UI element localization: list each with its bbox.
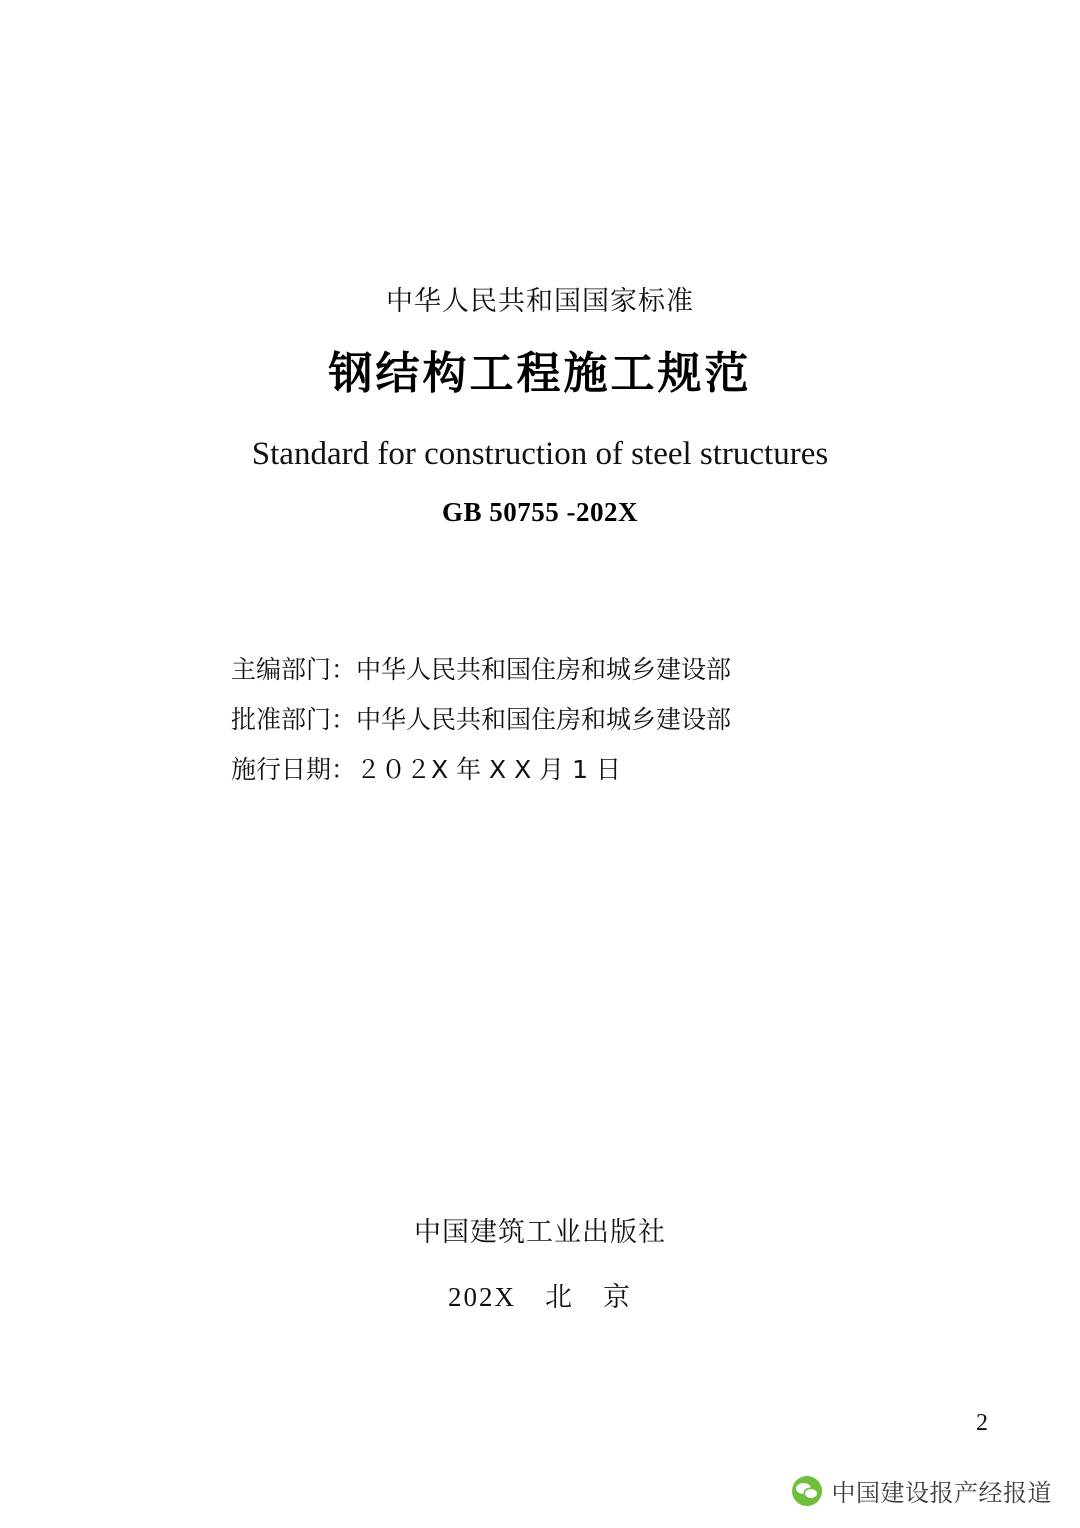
watermark-account-tag [784,1467,1063,1514]
standard-title-chinese: 钢结构工程施工规范 [328,348,752,400]
page-number: 2 [976,1410,988,1436]
metadata-row-editing-department: 主编部门：中华人民共和国住房和城乡建设部 [231,655,732,684]
standard-organization: 中华人民共和国国家标准 [386,286,694,317]
title-block [0,286,1080,528]
metadata-block [231,645,931,795]
metadata-row-approval-department: 批准部门：中华人民共和国住房和城乡建设部 [231,705,732,734]
wechat-icon [792,1476,822,1506]
publisher-place-and-year: 202X 北 京 [448,1282,632,1312]
standard-code: GB 50755 -202X [442,496,638,527]
metadata-row-effective-date: 施行日期：２０２X 年 X X 月 1 日 [231,755,621,784]
standard-title-english: Standard for construction of steel structures [251,436,829,473]
publisher-block [0,1210,1080,1314]
watermark-account-name: 中国建设报产经报道 [831,1479,1052,1507]
publisher-name: 中国建筑工业出版社 [414,1217,666,1248]
